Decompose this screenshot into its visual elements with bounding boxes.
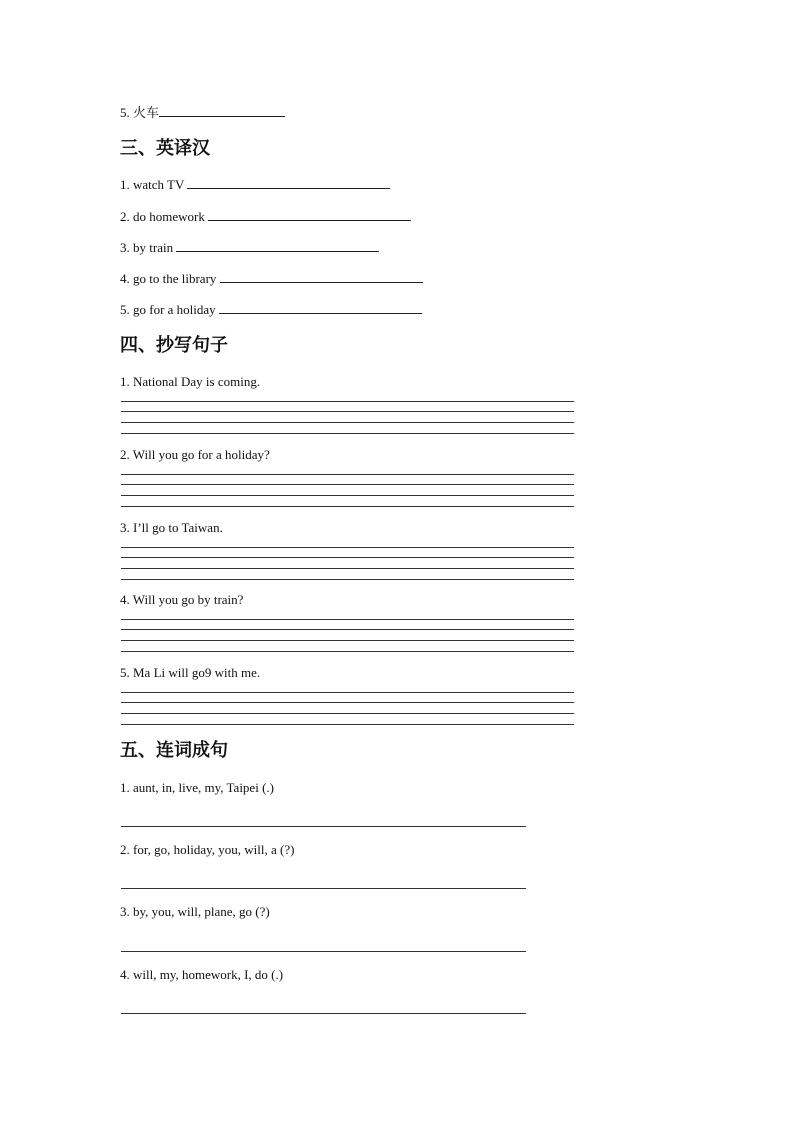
answer-blank[interactable] (219, 301, 422, 314)
copy-sentence-3: 3. I’ll go to Taiwan. (120, 520, 223, 535)
answer-blank[interactable] (176, 239, 379, 252)
vocab-item-5 (120, 104, 285, 121)
writing-line[interactable] (121, 401, 574, 402)
answer-blank[interactable] (208, 208, 411, 221)
section-4-title: 四、抄写句子 (120, 335, 228, 356)
translate-item-3 (120, 239, 379, 256)
writing-line[interactable] (121, 568, 574, 569)
section-5-title: 五、连词成句 (120, 740, 228, 761)
word-order-item-1: 1. aunt, in, live, my, Taipei (.) (120, 780, 274, 795)
writing-line[interactable] (121, 692, 574, 693)
writing-line[interactable] (121, 651, 574, 652)
writing-line[interactable] (121, 411, 574, 412)
vocab-item-5-label: 5. 火车 (120, 105, 160, 120)
copy-sentence-2: 2. Will you go for a holiday? (120, 447, 270, 462)
word-order-item-3: 3. by, you, will, plane, go (?) (120, 904, 270, 919)
translate-item-3-label: 3. by train (120, 240, 174, 255)
translate-item-2-label: 2. do homework (120, 209, 205, 224)
writing-line[interactable] (121, 713, 574, 714)
writing-line[interactable] (121, 702, 574, 703)
translate-item-4-label: 4. go to the library (120, 271, 217, 286)
translate-item-4 (120, 270, 423, 287)
writing-line[interactable] (121, 433, 574, 434)
copy-sentence-4: 4. Will you go by train? (120, 592, 244, 607)
writing-line[interactable] (121, 619, 574, 620)
translate-item-5 (120, 301, 422, 318)
writing-line[interactable] (121, 629, 574, 630)
translate-item-2 (120, 208, 411, 225)
translate-item-1-label: 1. watch TV (120, 177, 185, 192)
writing-line[interactable] (121, 640, 574, 641)
answer-line[interactable] (121, 1013, 526, 1014)
answer-line[interactable] (121, 888, 526, 889)
answer-blank[interactable] (159, 104, 285, 117)
section-3-title: 三、英译汉 (120, 138, 210, 159)
word-order-item-4: 4. will, my, homework, I, do (.) (120, 967, 284, 982)
answer-blank[interactable] (187, 176, 390, 189)
answer-blank[interactable] (220, 270, 423, 283)
writing-line[interactable] (121, 474, 574, 475)
copy-sentence-1: 1. National Day is coming. (120, 374, 261, 389)
writing-line[interactable] (121, 547, 574, 548)
writing-line[interactable] (121, 422, 574, 423)
answer-line[interactable] (121, 951, 526, 952)
answer-line[interactable] (121, 826, 526, 827)
writing-line[interactable] (121, 724, 574, 725)
translate-item-5-label: 5. go for a holiday (120, 302, 216, 317)
writing-line[interactable] (121, 506, 574, 507)
copy-sentence-5: 5. Ma Li will go9 with me. (120, 665, 261, 680)
translate-item-1 (120, 176, 390, 193)
writing-line[interactable] (121, 579, 574, 580)
word-order-item-2: 2. for, go, holiday, you, will, a (?) (120, 842, 295, 857)
writing-line[interactable] (121, 495, 574, 496)
writing-line[interactable] (121, 557, 574, 558)
writing-line[interactable] (121, 484, 574, 485)
